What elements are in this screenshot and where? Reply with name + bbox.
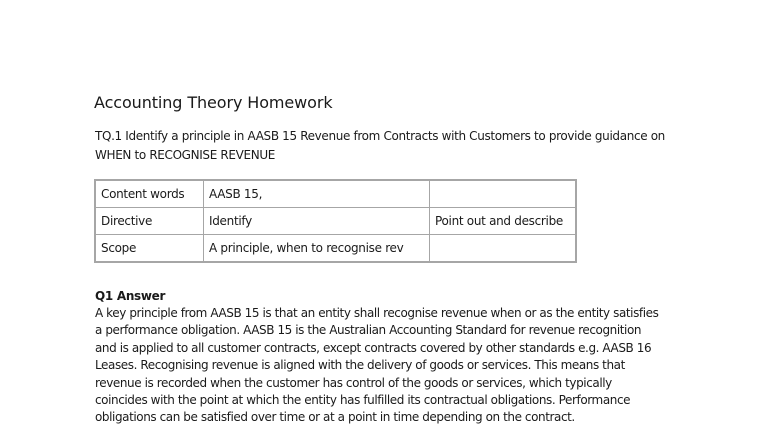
table-cell: A principle, when to recognise rev — [204, 235, 430, 263]
question-analysis-table — [94, 179, 577, 263]
table-row-directive — [95, 208, 576, 235]
answer-line: coincides with the point at which the entity has fulfilled its contractual obligations. Performance — [95, 393, 631, 408]
answer-paragraph — [95, 305, 735, 427]
answer-line: a performance obligation. AASB 15 is the Australian Accounting Standard for revenue recognition — [95, 323, 642, 338]
answer-heading: Q1 Answer — [95, 289, 166, 303]
table-cell — [430, 180, 577, 208]
answer-line: revenue is recorded when the customer has control of the goods or services, which typically — [95, 375, 612, 390]
table-cell: AASB 15, — [204, 180, 430, 208]
answer-line: Leases. Recognising revenue is aligned with the delivery of goods or services. This means that — [95, 358, 625, 373]
table-cell: Point out and describe — [430, 208, 577, 235]
answer-line: obligations can be satisfied over time or at a point in time depending on the contract. — [95, 410, 575, 425]
table-row-scope — [95, 235, 576, 263]
answer-line: and is applied to all customer contracts, except contracts covered by other standards e.g. AASB 16 — [95, 340, 652, 355]
question-line: WHEN to RECOGNISE REVENUE — [95, 148, 275, 162]
table-row-content-words — [95, 180, 576, 208]
table-cell: Identify — [204, 208, 430, 235]
table-cell: Content words — [95, 180, 204, 208]
table-cell: Scope — [95, 235, 204, 263]
document-title: Accounting Theory Homework — [94, 93, 333, 112]
table-cell: Directive — [95, 208, 204, 235]
table-cell — [430, 235, 577, 263]
answer-line: A key principle from AASB 15 is that an entity shall recognise revenue when or as the entity satisfies — [95, 306, 659, 320]
question-text — [95, 127, 715, 165]
question-line: TQ.1 Identify a principle in AASB 15 Revenue from Contracts with Customers to provide guidance on — [95, 129, 665, 143]
